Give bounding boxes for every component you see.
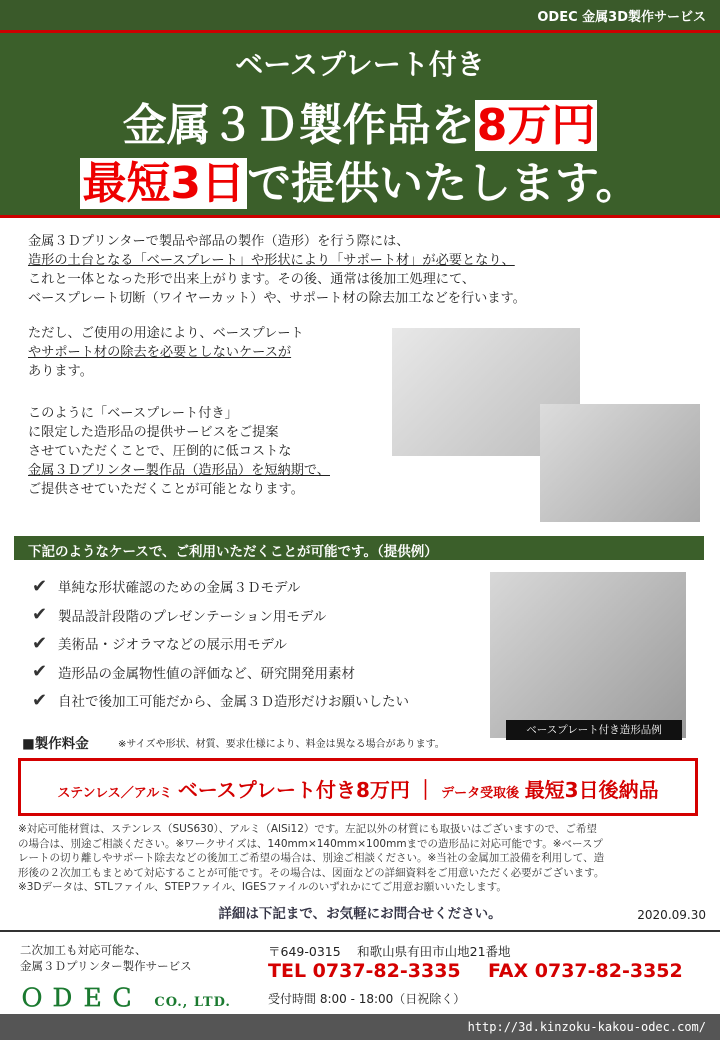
intro-line: ベースプレート切断（ワイヤーカット）や、サポート材の除去加工などを行います。 xyxy=(28,291,526,306)
list-item xyxy=(32,572,472,601)
paragraph-line: ご提供させていただくことが可能となります。 xyxy=(28,482,304,497)
sample-photo xyxy=(490,572,686,738)
cases-header xyxy=(14,536,704,560)
delivery-highlight: 最短3日 xyxy=(82,158,246,209)
product-photo-base xyxy=(540,404,700,522)
paragraph-line: やサポート材の除去を必要としないケースが xyxy=(28,345,292,360)
offer-label: ベースプレート付き8万円 xyxy=(177,778,410,802)
note-line: レートの切り離しやサポート除去などの後加工ご希望の場合は、別途ご相談ください。※当社の金属加工設備を利用して、造 xyxy=(18,852,605,864)
intro-line: これと一体となった形で出来上がります。その後、通常は後加工処理にて、 xyxy=(28,272,476,287)
hero-headline-text: 金属３Ｄ製作品を xyxy=(122,100,475,151)
company-address: 〒649-0315 和歌山県有田市山地21番地 xyxy=(268,944,511,959)
list-item xyxy=(32,686,472,715)
url-bar xyxy=(0,1014,720,1040)
note-line: 形後の２次加工もまとめて対応することが可能です。その場合は、図面などの詳細資料をご用意いただく必要がございます。 xyxy=(18,866,605,879)
paragraph-line: 金属３Ｄプリンター製作品（造形品）を短納期で、 xyxy=(28,463,330,478)
proposal-paragraph xyxy=(28,404,398,499)
material-label: ステンレス／アルミ xyxy=(57,786,173,801)
intro-line: 造形の土台となる「ベースプレート」や形状により「サポート材」が必要となり、 xyxy=(28,253,515,268)
after-label: データ受取後 xyxy=(441,786,520,801)
price-note: ※サイズや形状、材質、要求仕様により、料金は異なる場合があります。 xyxy=(118,739,445,750)
paragraph-line: ただし、ご使用の用途により、ベースプレート xyxy=(28,326,304,341)
footer-tagline: 二次加工も対応可能な、 xyxy=(20,943,147,957)
footer xyxy=(0,930,720,1014)
fax-number: FAX 0737-82-3352 xyxy=(488,960,683,982)
paragraph-line: させていただくことで、圧倒的に低コストな xyxy=(28,444,292,459)
company-logo xyxy=(20,978,231,1013)
note-line: の場合は、別途ご相談ください。※ワークサイズは、140mm×140mm×100mmまでの造形品に対応可能です。※ベースプ xyxy=(18,837,603,850)
paragraph-line: このように「ベースプレート付き」 xyxy=(28,406,238,421)
publish-date: 2020.09.30 xyxy=(637,908,706,922)
case-text: 造形品の金属物性値の評価など、研究開発用素材 xyxy=(58,665,355,682)
cases-title: 下記のようなケースで、ご利用いただくことが可能です。（提供例） xyxy=(28,544,438,560)
check-icon: ✔ xyxy=(32,661,48,683)
check-icon: ✔ xyxy=(32,689,48,711)
price-title: ■製作料金 xyxy=(22,736,89,752)
logo-suffix: CO., LTD. xyxy=(154,995,231,1010)
check-icon: ✔ xyxy=(32,604,48,626)
list-item xyxy=(32,658,472,687)
price-offer xyxy=(21,774,695,803)
separator: ｜ xyxy=(415,778,436,802)
list-item xyxy=(32,629,472,658)
check-icon: ✔ xyxy=(32,632,48,654)
paragraph-line: あります。 xyxy=(28,364,93,379)
note-line: ※対応可能材質は、ステンレス（SUS630）、アルミ（AlSi12）です。左記以外の材質にも取扱いはございますので、ご希望 xyxy=(18,823,597,835)
notes xyxy=(18,822,708,895)
case-text: 単純な形状確認のための金属３Ｄモデル xyxy=(58,580,301,597)
phone-number[interactable]: TEL 0737-82-3335 xyxy=(268,960,461,982)
list-item xyxy=(32,601,472,630)
note-line: ※3Dデータは、STLファイル、STEPファイル、IGESファイルのいずれかにてご用意お願いいたします。 xyxy=(18,881,507,893)
price-box xyxy=(18,758,698,816)
service-title: ODEC 金属3D製作サービス xyxy=(537,10,706,25)
intro-line: 金属３Ｄプリンターで製品や部品の製作（造形）を行う際には、 xyxy=(28,234,410,249)
footer-tagline: 金属３Ｄプリンター製作サービス xyxy=(20,959,192,973)
hero-banner xyxy=(0,30,720,218)
contact-invite: 詳細は下記まで、お気軽にお問合せください。 xyxy=(218,906,502,922)
exception-paragraph xyxy=(28,324,388,381)
sample-photo-caption: ベースプレート付き造形品例 xyxy=(506,720,682,740)
business-hours: 受付時間 8:00 - 18:00（日祝除く） xyxy=(268,992,466,1006)
top-banner xyxy=(0,0,720,30)
hero-subtitle: ベースプレート付き xyxy=(235,48,485,81)
paragraph-line: に限定した造形品の提供サービスをご提案 xyxy=(28,425,279,440)
cases-list xyxy=(32,572,472,715)
logo-text: ＯＤＥＣ xyxy=(20,983,140,1012)
intro-paragraph xyxy=(28,232,708,308)
case-text: 自社で後加工可能だから、金属３Ｄ造形だけお願いしたい xyxy=(58,694,409,711)
price-highlight: 8万円 xyxy=(476,100,596,151)
case-text: 美術品・ジオラマなどの展示用モデル xyxy=(58,637,287,654)
hero-delivery xyxy=(0,147,720,211)
delivery-label: 最短3日後納品 xyxy=(524,778,659,802)
case-text: 製品設計段階のプレゼンテーション用モデル xyxy=(58,608,327,625)
website-link[interactable]: http://3d.kinzoku-kakou-odec.com/ xyxy=(467,1020,706,1034)
check-icon: ✔ xyxy=(32,575,48,597)
hero-delivery-text: で提供いたします。 xyxy=(247,158,640,209)
hero-headline xyxy=(0,89,720,153)
